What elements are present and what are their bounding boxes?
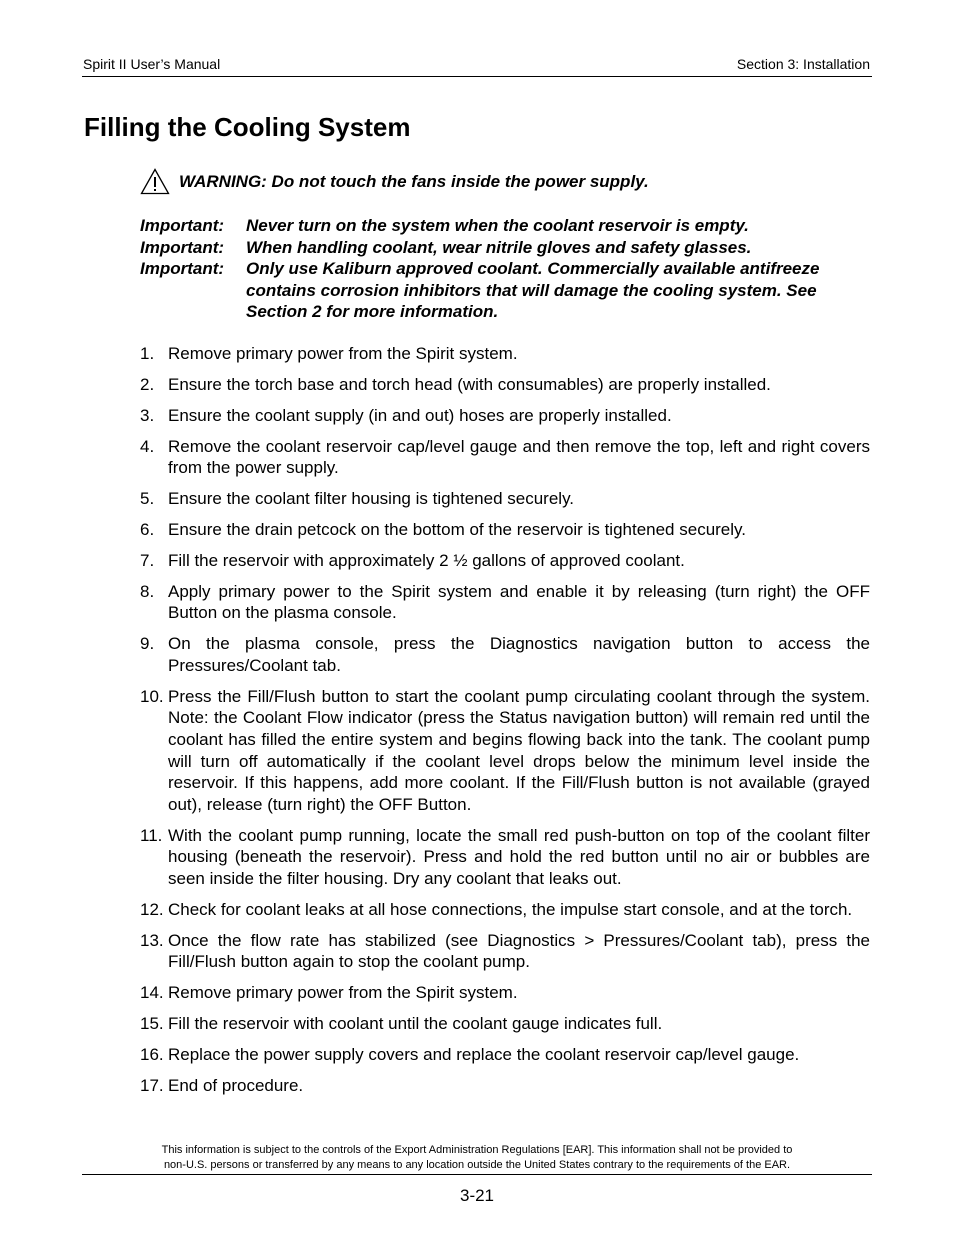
page-title: Filling the Cooling System	[84, 112, 411, 142]
export-notice-line: This information is subject to the controls of the Export Administration Regulations [EAR]. This information shall not be provided to	[161, 1144, 793, 1156]
step-number: 16.	[140, 1044, 164, 1064]
step-number: 17.	[140, 1075, 164, 1095]
list-item	[140, 519, 870, 541]
step-text: Ensure the coolant filter housing is tightened securely.	[168, 489, 575, 509]
list-item	[140, 436, 870, 479]
step-text: Press the Fill/Flush button to start the coolant pump circulating coolant through the system. Note: the Coolant Flow indicator (press the Status navigation button) will remain red until the coolant has filled the entire system and begins flowing back into the tank. The coolant pump will turn off automatically if the coolant level drops below the minimum level inside the reservoir. If this happens, add more coolant. If the Fill/Flush button is not available (grayed out), release (turn right) the OFF Button.	[168, 686, 870, 814]
step-text: Ensure the drain petcock on the bottom of the reservoir is tightened securely.	[168, 520, 746, 540]
step-number: 2.	[140, 374, 155, 394]
header-divider	[82, 76, 872, 77]
important-text: Only use Kaliburn approved coolant. Commercially available antifreeze contains corrosion inhibitors that will damage the cooling system. See Section 2 for more information.	[246, 259, 820, 321]
important-text: When handling coolant, wear nitrile gloves and safety glasses.	[246, 237, 752, 257]
procedure-steps	[140, 343, 870, 1106]
list-item	[140, 488, 870, 510]
header-section-title: Section 3: Installation	[736, 56, 870, 72]
footer-divider	[82, 1174, 872, 1175]
important-text: Never turn on the system when the coolant reservoir is empty.	[246, 216, 749, 235]
step-number: 5.	[140, 489, 155, 509]
step-number: 6.	[140, 520, 155, 540]
list-item	[140, 1044, 870, 1066]
list-item	[140, 1075, 870, 1097]
export-control-notice	[82, 1143, 872, 1173]
warning-callout	[140, 168, 649, 195]
important-label: Important:	[140, 237, 225, 257]
step-number: 3.	[140, 405, 155, 425]
header-manual-title: Spirit II User’s Manual	[83, 56, 221, 72]
list-item	[140, 1013, 870, 1035]
step-text: Remove the coolant reservoir cap/level gauge and then remove the top, left and right covers from the power supply.	[168, 436, 870, 478]
list-item	[140, 899, 870, 921]
list-item	[140, 343, 870, 365]
important-note	[140, 215, 860, 237]
step-text: Remove primary power from the Spirit system.	[168, 344, 518, 363]
step-text: Replace the power supply covers and replace the coolant reservoir cap/level gauge.	[168, 1044, 800, 1064]
step-text: End of procedure.	[168, 1075, 304, 1095]
list-item	[140, 825, 870, 890]
list-item	[140, 686, 870, 816]
important-notes	[140, 215, 860, 323]
step-text: Fill the reservoir with approximately 2 ½ gallons of approved coolant.	[168, 550, 685, 570]
step-text: Remove primary power from the Spirit system.	[168, 983, 518, 1003]
warning-text: WARNING: Do not touch the fans inside the power supply.	[179, 171, 649, 191]
step-text: Fill the reservoir with coolant until the coolant gauge indicates full.	[168, 1014, 663, 1033]
list-item	[140, 550, 870, 572]
list-item	[140, 374, 870, 396]
step-number: 9.	[140, 634, 155, 654]
warning-triangle-icon	[140, 168, 170, 195]
export-notice-line: non-U.S. persons or transferred by any means to any location outside the United States contrary to the requirements of the EAR.	[163, 1159, 791, 1171]
step-number: 4.	[140, 436, 155, 456]
list-item	[140, 982, 870, 1004]
list-item	[140, 633, 870, 676]
important-note	[140, 237, 860, 259]
step-number: 7.	[140, 550, 155, 570]
page-number: 3-21	[459, 1186, 495, 1205]
step-text: Ensure the torch base and torch head (with consumables) are properly installed.	[168, 374, 771, 394]
important-label: Important:	[140, 259, 225, 278]
important-label: Important:	[140, 216, 225, 235]
step-text: Check for coolant leaks at all hose connections, the impulse start console, and at the torch.	[168, 899, 853, 919]
important-note	[140, 258, 860, 323]
step-number: 13.	[140, 930, 164, 950]
step-number: 15.	[140, 1014, 164, 1033]
step-number: 11.	[140, 825, 163, 845]
step-text: With the coolant pump running, locate the small red push-button on top of the coolant filter housing (beneath the reservoir). Press and hold the red button until no air or bubbles are seen inside the filter housing. Dry any coolant that leaks out.	[168, 825, 870, 888]
list-item	[140, 405, 870, 427]
list-item	[140, 581, 870, 624]
step-text: Apply primary power to the Spirit system and enable it by releasing (turn right) the OFF Button on the plasma console.	[168, 581, 870, 623]
step-number: 8.	[140, 581, 155, 601]
step-text: Ensure the coolant supply (in and out) hoses are properly installed.	[168, 405, 672, 425]
step-number: 1.	[140, 344, 155, 363]
step-number: 10.	[140, 686, 164, 706]
list-item	[140, 930, 870, 973]
step-text: On the plasma console, press the Diagnostics navigation button to access the Pressures/Coolant tab.	[168, 634, 870, 675]
step-number: 14.	[140, 983, 164, 1003]
step-number: 12.	[140, 899, 164, 919]
step-text: Once the flow rate has stabilized (see Diagnostics > Pressures/Coolant tab), press the Fill/Flush button again to stop the coolant pump.	[168, 930, 870, 972]
